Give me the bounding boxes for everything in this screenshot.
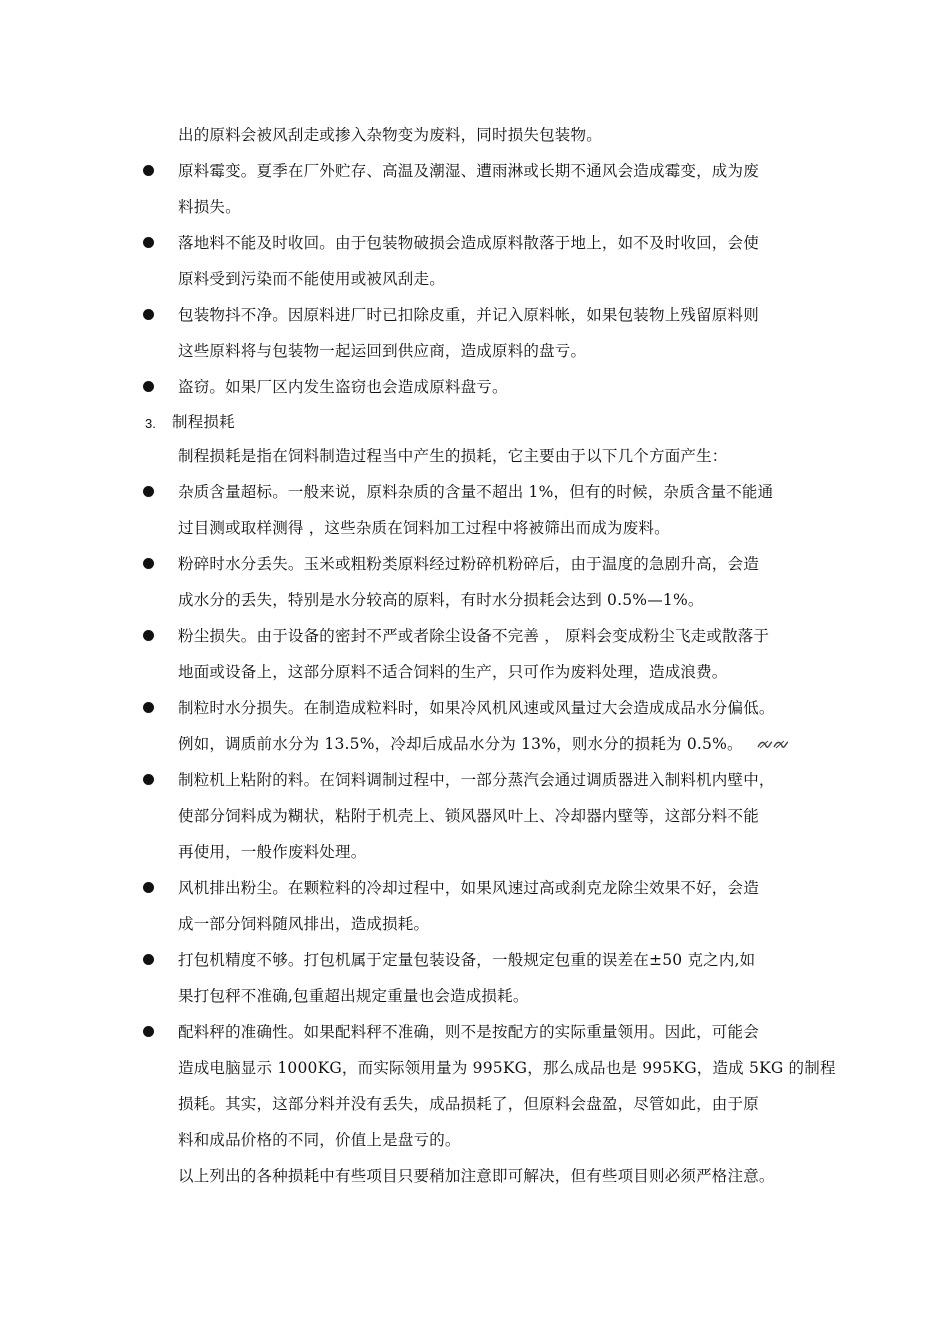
text-line: 打包机精度不够。打包机属于定量包装设备，一般规定包重的误差在±50 克之内,如 [178, 951, 756, 969]
text-line: 例如，调质前水分为 13.5%，冷却后成品水分为 13%，则水分的损耗为 0.5%。 [178, 735, 743, 753]
text-line: 以上列出的各种损耗中有些项目只要稍加注意即可解决，但有些项目则必须严格注意。 [178, 1167, 775, 1185]
bullet-icon [143, 1026, 154, 1037]
text-line: 这些原料将与包装物一起运回到供应商，造成原料的盘亏。 [178, 342, 587, 360]
text-line: 使部分饲料成为糊状，粘附于机壳上、锁风器风叶上、冷却器内壁等，这部分料不能 [178, 807, 759, 825]
text-line: 地面或设备上，这部分原料不适合饲料的生产，只可作为废料处理，造成浪费。 [178, 663, 728, 681]
text-line: 造成电脑显示 1000KG，而实际领用量为 995KG，那么成品也是 995KG，造成 5KG 的制程 [178, 1059, 836, 1077]
bullet-icon [143, 630, 154, 641]
text-line: 配料秤的准确性。如果配料秤不准确，则不是按配方的实际重量领用。因此，可能会 [178, 1023, 759, 1041]
text-line: 制粒时水分损失。在制造成粒料时，如果冷风机风速或风量过大会造成成品水分偏低。 [178, 699, 775, 717]
text-line: 制粒机上粘附的料。在饲料调制过程中，一部分蒸汽会通过调质器进入制料机内壁中， [178, 771, 775, 789]
bullet-icon [143, 774, 154, 785]
section-heading: 制程损耗 [172, 413, 235, 431]
handwriting-mark-icon [756, 737, 790, 751]
text-line: 杂质含量超标。一般来说，原料杂质的含量不超出 1%，但有的时候，杂质含量不能通 [178, 483, 774, 501]
text-line: 盗窃。如果厂区内发生盗窃也会造成原料盘亏。 [178, 378, 508, 396]
bullet-icon [143, 486, 154, 497]
bullet-icon [143, 954, 154, 965]
section-number: 3. [145, 416, 156, 431]
bullet-icon [143, 309, 154, 320]
text-line: 料损失。 [178, 198, 241, 216]
text-line: 料和成品价格的不同，价值上是盘亏的。 [178, 1131, 461, 1149]
text-line: 风机排出粉尘。在颗粒料的冷却过程中，如果风速过高或刹克龙除尘效果不好，会造 [178, 879, 759, 897]
text-line: 出的原料会被风刮走或掺入杂物变为废料，同时损失包装物。 [178, 126, 602, 144]
text-line: 落地料不能及时收回。由于包装物破损会造成原料散落于地上，如不及时收回，会使 [178, 234, 759, 252]
text-line: 再使用，一般作废料处理。 [178, 843, 367, 861]
text-line: 成一部分饲料随风排出，造成损耗。 [178, 915, 430, 933]
text-line: 损耗。其实，这部分料并没有丢失，成品损耗了，但原料会盘盈，尽管如此，由于原 [178, 1095, 759, 1113]
text-line: 原料受到污染而不能使用或被风刮走。 [178, 270, 445, 288]
text-line: 过目测或取样测得 ，这些杂质在饲料加工过程中将被筛出而成为废料。 [178, 519, 670, 537]
bullet-icon [143, 165, 154, 176]
text-line: 粉尘损失。由于设备的密封不严或者除尘设备不完善 ， 原料会变成粉尘飞走或散落于 [178, 627, 770, 645]
text-line: 粉碎时水分丢失。玉米或粗粉类原料经过粉碎机粉碎后，由于温度的急剧升高，会造 [178, 555, 759, 573]
bullet-icon [143, 882, 154, 893]
text-line: 原料霉变。夏季在厂外贮存、高温及潮湿、遭雨淋或长期不通风会造成霉变，成为废 [178, 162, 759, 180]
text-line: 成水分的丢失，特别是水分较高的原料，有时水分损耗会达到 0.5%—1%。 [178, 591, 704, 609]
text-line: 果打包秤不准确,包重超出规定重量也会造成损耗。 [178, 987, 529, 1005]
bullet-icon [143, 558, 154, 569]
bullet-icon [143, 381, 154, 392]
bullet-icon [143, 702, 154, 713]
text-line: 制程损耗是指在饲料制造过程当中产生的损耗，它主要由于以下几个方面产生： [178, 447, 728, 465]
bullet-icon [143, 237, 154, 248]
text-line: 包装物抖不净。因原料进厂时已扣除皮重，并记入原料帐，如果包装物上残留原料则 [178, 306, 759, 324]
